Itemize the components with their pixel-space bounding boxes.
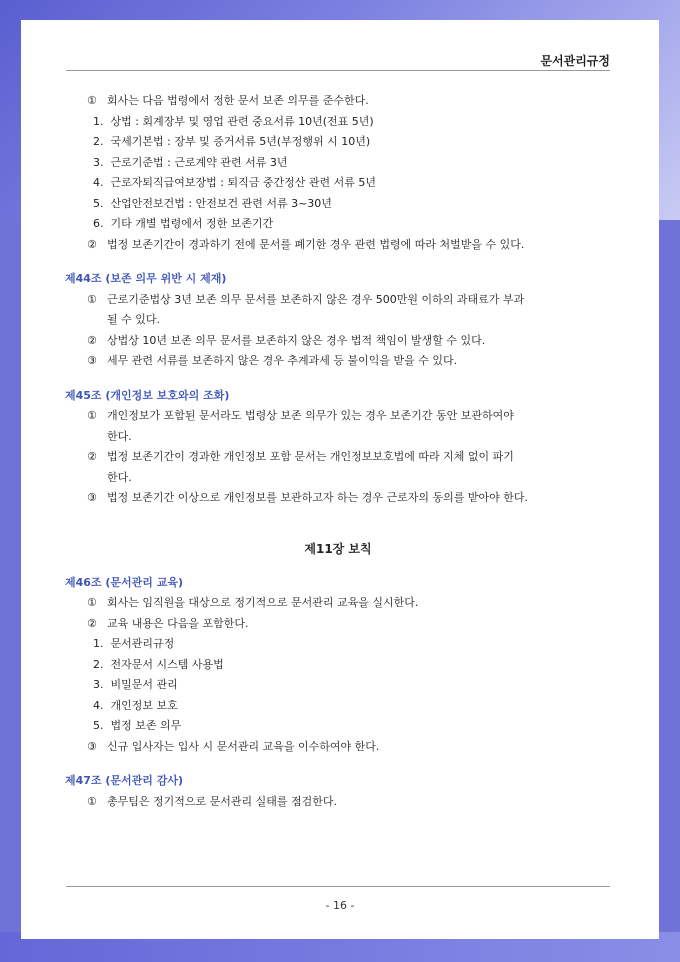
sub-item-text: 문서관리규정 [110, 637, 175, 650]
header-title: 문서관리규정 [540, 54, 610, 68]
clause-item [65, 331, 611, 352]
clause-marker: ③ [87, 354, 97, 367]
article-heading: 제44조 (보존 의무 위반 시 제재) [65, 272, 227, 285]
clause-item [65, 488, 611, 509]
clause-item [65, 447, 611, 468]
clause-item [65, 593, 611, 614]
clause-continuation: 한다. [107, 470, 132, 484]
clause-marker: ② [87, 616, 97, 630]
sub-item-number: 1. [93, 637, 104, 650]
sub-item-number: 5. [93, 196, 104, 210]
sub-item [65, 153, 611, 174]
clause-text: 근로기준법상 3년 보존 의무 문서를 보존하지 않은 경우 500만원 이하의 과태료가 부과 [107, 292, 525, 306]
article-heading: 제45조 (개인정보 보호와의 조화) [65, 388, 230, 402]
document-page [21, 20, 659, 939]
sub-item [65, 112, 611, 133]
clause-text: 개인정보가 포함된 문서라도 법령상 보존 의무가 있는 경우 보존기간 동안 보관하여야 [107, 409, 514, 422]
sub-item [65, 634, 611, 655]
sub-item [65, 194, 611, 215]
sub-item-text: 전자문서 시스템 사용법 [110, 657, 224, 671]
sub-item-number: 2. [93, 135, 104, 148]
sub-item-number: 4. [93, 698, 104, 712]
article-heading: 제46조 (문서관리 교육) [65, 575, 184, 589]
clause-text: 상법상 10년 보존 의무 문서를 보존하지 않은 경우 법적 책임이 발생할 수 있다. [107, 333, 486, 347]
clause-marker: ③ [87, 491, 97, 504]
sub-item [65, 173, 611, 194]
sub-item [65, 696, 611, 717]
sub-item [65, 716, 611, 737]
clause-marker: ① [87, 292, 97, 306]
clause-marker: ② [87, 333, 97, 347]
sub-item-text: 국세기본법 : 장부 및 증거서류 5년(부정행위 시 10년) [110, 135, 371, 148]
clause-continuation: 한다. [107, 429, 132, 443]
clause-marker: ② [87, 450, 97, 463]
clause-text: 회사는 임직원을 대상으로 정기적으로 문서관리 교육을 실시한다. [107, 596, 419, 609]
clause-text: 회사는 다음 법령에서 정한 문서 보존 의무를 준수한다. [107, 94, 369, 107]
sub-item-text: 기타 개별 법령에서 정한 보존기간 [110, 217, 274, 230]
sub-item-text: 근로기준법 : 근로계약 관련 서류 3년 [110, 155, 288, 169]
sub-item-text: 법정 보존 의무 [110, 719, 182, 732]
clause-marker: ① [87, 794, 97, 808]
clause-text: 총무팀은 정기적으로 문서관리 실태를 점검한다. [107, 794, 338, 808]
footer-divider [66, 886, 610, 887]
clause-text: 법정 보존기간이 경과한 개인정보 포함 문서는 개인정보보호법에 따라 지체 없이 파기 [107, 450, 514, 463]
article-heading: 제47조 (문서관리 감사) [65, 774, 184, 787]
header-divider [66, 70, 610, 71]
clause-item [65, 792, 611, 813]
sub-item-number: 6. [93, 217, 104, 230]
sub-item-text: 개인정보 보호 [110, 698, 178, 712]
clause-marker: ② [87, 237, 97, 251]
chapter-heading: 제11장 보칙 [304, 541, 372, 556]
sub-item [65, 655, 611, 676]
sub-item-number: 4. [93, 176, 104, 189]
clause-text: 법정 보존기간이 경과하기 전에 문서를 폐기한 경우 관련 법령에 따라 처벌받을 수 있다. [107, 237, 525, 251]
clause-continuation: 될 수 있다. [107, 313, 160, 326]
clause-marker: ① [87, 409, 97, 422]
sub-item-number: 3. [93, 155, 104, 169]
sub-item-text: 상법 : 회계장부 및 영업 관련 중요서류 10년(전표 5년) [110, 114, 374, 128]
sub-item-text: 비밀문서 관리 [110, 678, 178, 691]
sub-item-text: 근로자퇴직급여보장법 : 퇴직금 중간정산 관련 서류 5년 [110, 176, 376, 189]
clause-item [65, 290, 611, 311]
sub-item [65, 214, 611, 235]
clause-text: 교육 내용은 다음을 포함한다. [107, 616, 249, 630]
clause-marker: ③ [87, 739, 97, 753]
page-content [65, 91, 611, 812]
sub-item-text: 산업안전보건법 : 안전보건 관련 서류 3~30년 [110, 196, 332, 210]
clause-marker: ① [87, 596, 97, 609]
sub-item [65, 132, 611, 153]
clause-item [65, 406, 611, 427]
clause-text: 세무 관련 서류를 보존하지 않은 경우 추계과세 등 불이익을 받을 수 있다. [107, 354, 458, 367]
clause-item [65, 91, 611, 112]
clause-text: 법정 보존기간 이상으로 개인정보를 보관하고자 하는 경우 근로자의 동의를 받아야 한다. [107, 491, 528, 504]
clause-marker: ① [87, 94, 97, 107]
sub-item-number: 1. [93, 114, 104, 128]
sub-item-number: 3. [93, 678, 104, 691]
clause-item [65, 351, 611, 372]
sub-item-number: 2. [93, 657, 104, 671]
clause-text: 신규 입사자는 입사 시 문서관리 교육을 이수하여야 한다. [107, 739, 380, 753]
sub-item-number: 5. [93, 719, 104, 732]
page-number: - 16 - [325, 899, 355, 912]
sub-item [65, 675, 611, 696]
clause-item [65, 614, 611, 635]
clause-item [65, 235, 611, 256]
clause-item [65, 737, 611, 758]
